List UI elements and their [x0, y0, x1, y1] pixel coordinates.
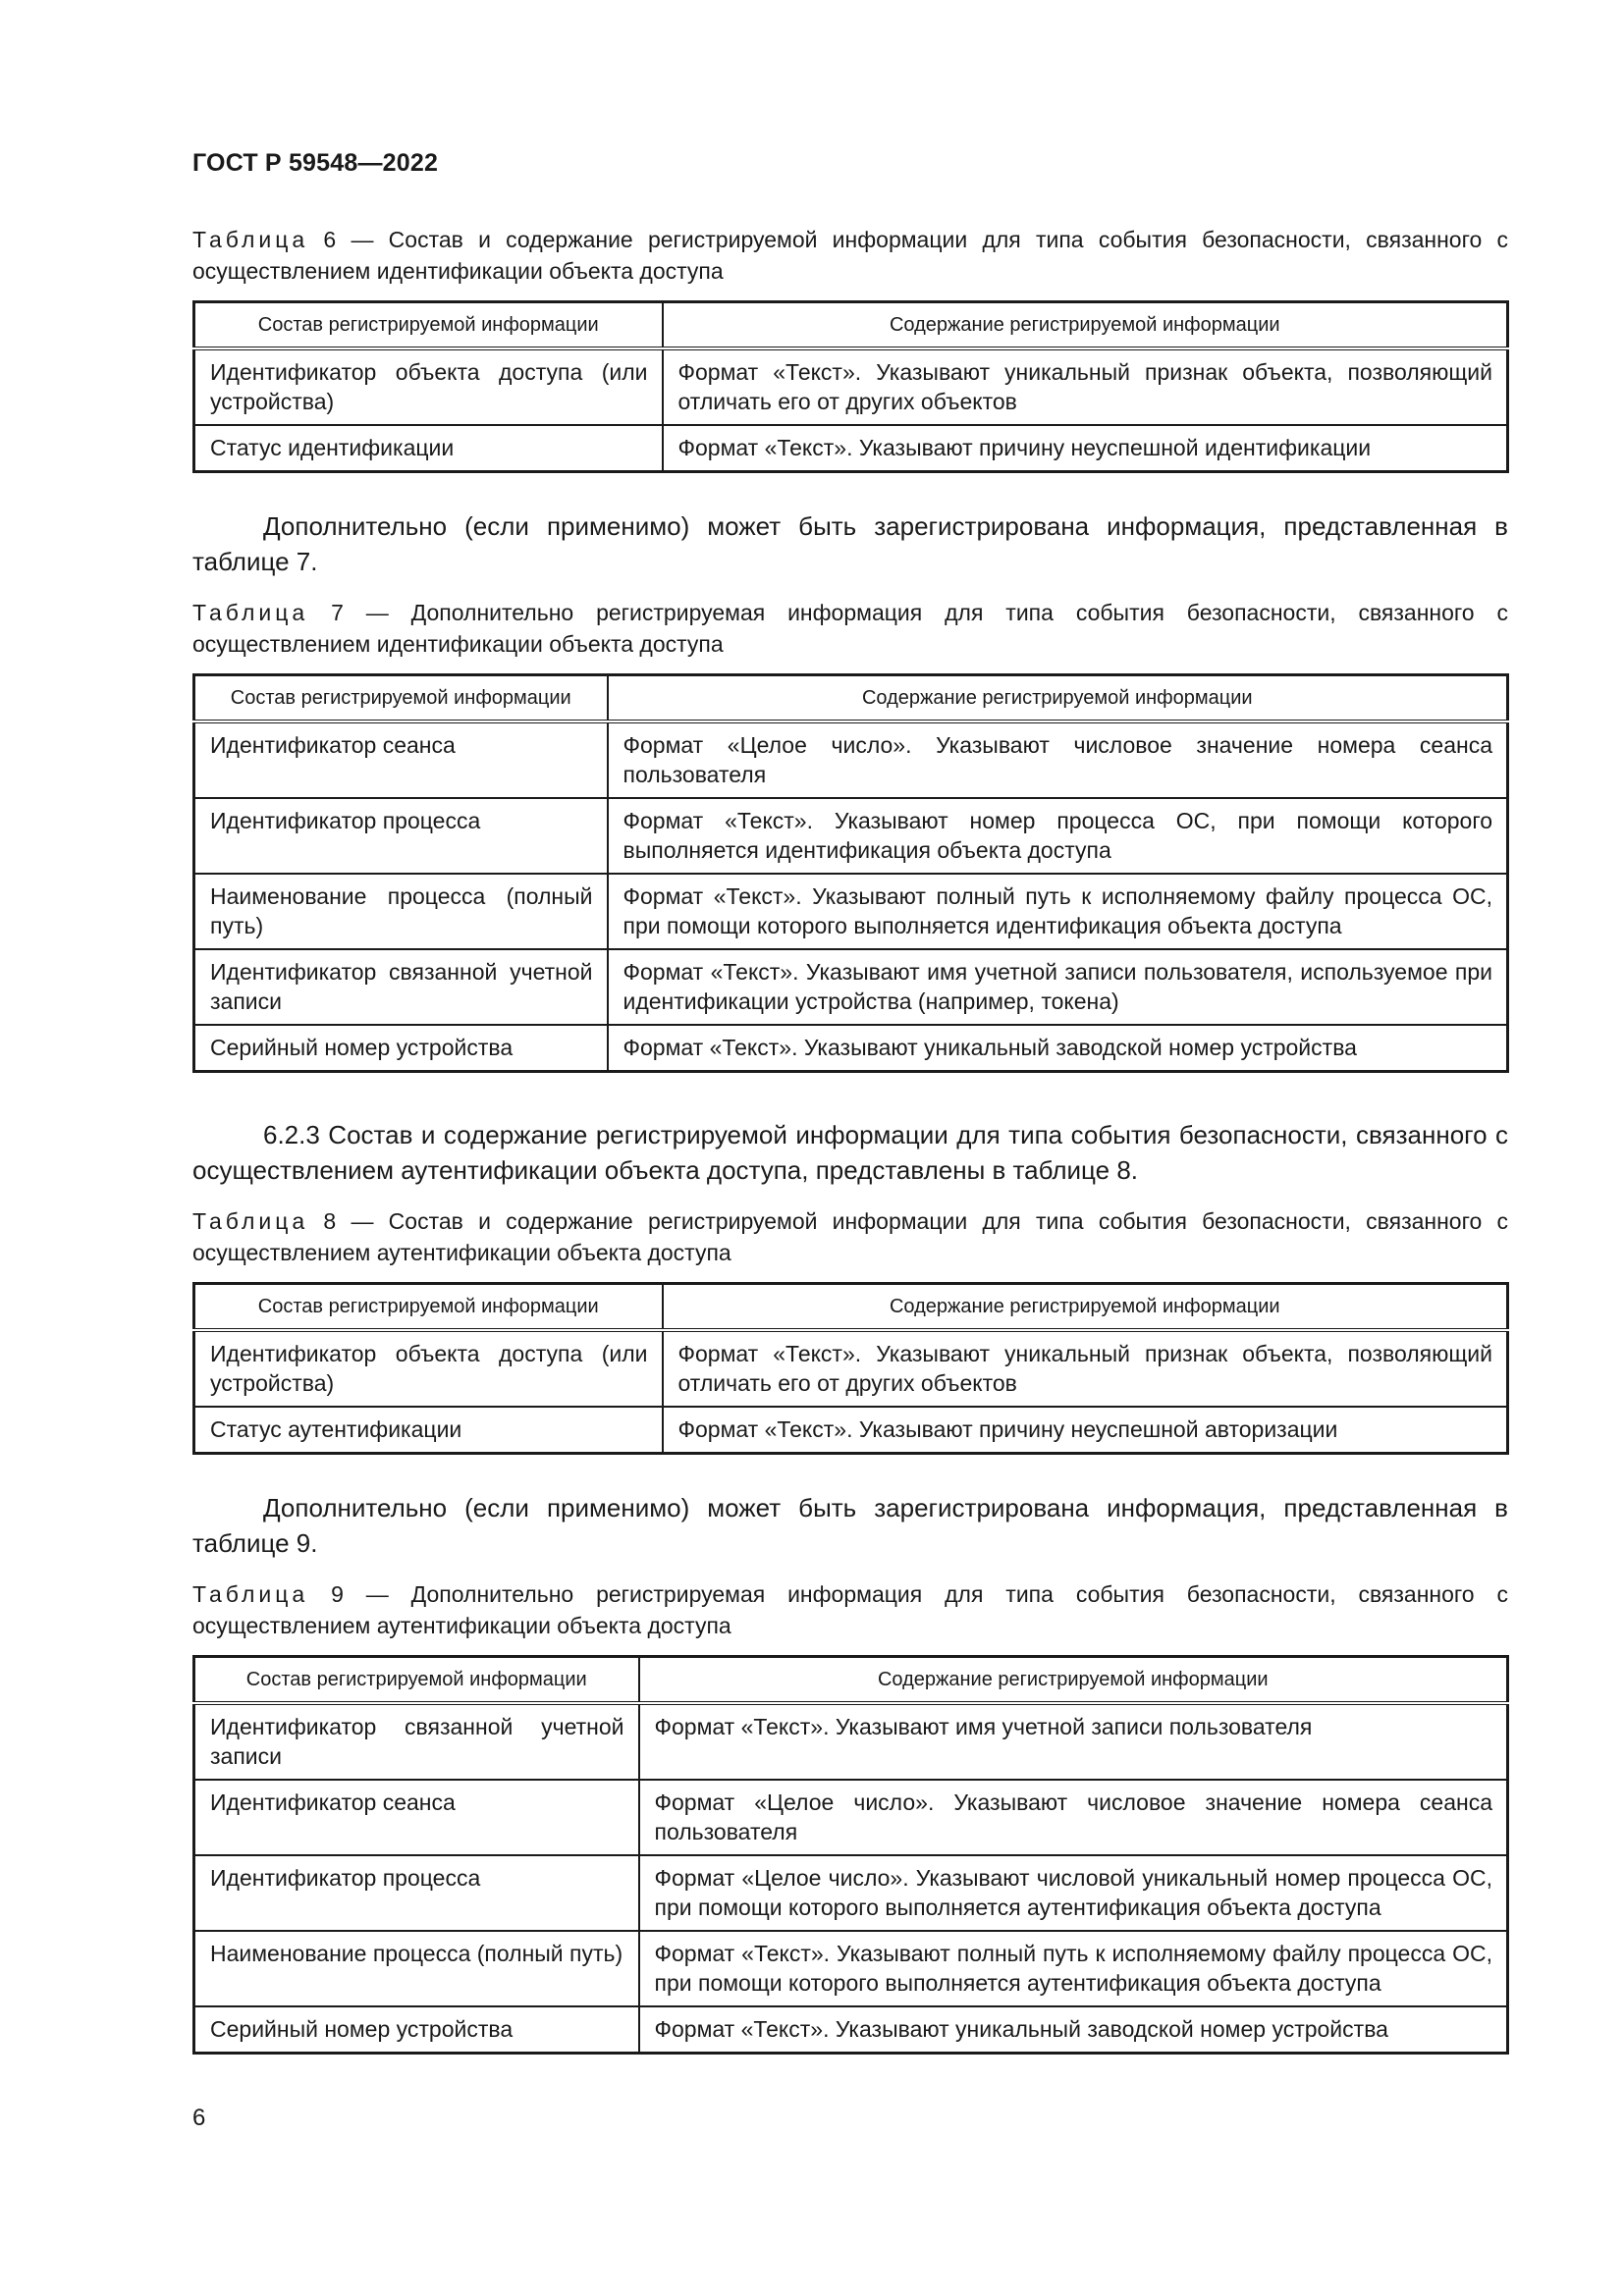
row-name-cell: Идентификатор объекта доступа (или устройства)	[194, 348, 663, 425]
row-desc-cell: Формат «Текст». Указывают номер процесса ОС, при помощи которого выполняется идентификация объекта доступа	[608, 798, 1508, 874]
table-7	[192, 673, 1509, 1073]
row-desc-cell: Формат «Целое число». Указывают числовой уникальный номер процесса ОС, при помощи которого выполняется аутентификация объекта доступа	[639, 1855, 1508, 1931]
table-7-caption	[192, 597, 1508, 660]
table-caption-text: 6 — Состав и содержание регистрируемой информации для типа события безопасности, связанного с осуществлением идентификации объекта доступа	[192, 227, 1509, 284]
document-header: ГОСТ Р 59548—2022	[192, 149, 439, 177]
table-row	[194, 949, 1508, 1025]
table-8	[192, 1282, 1509, 1455]
table-header-row	[194, 1284, 1508, 1331]
table-row	[194, 1330, 1508, 1407]
column-header-content: Содержание регистрируемой информации	[663, 1284, 1508, 1331]
row-name-cell: Наименование процесса (полный путь)	[194, 874, 608, 949]
row-desc-cell: Формат «Текст». Указывают уникальный признак объекта, позволяющий отличать его от других объектов	[663, 1330, 1508, 1407]
row-name-cell: Статус идентификации	[194, 425, 663, 472]
column-header-composition: Состав регистрируемой информации	[194, 302, 663, 349]
column-header-composition: Состав регистрируемой информации	[194, 675, 608, 722]
table-row	[194, 874, 1508, 949]
table-label: Таблица	[192, 1581, 309, 1607]
row-desc-cell: Формат «Текст». Указывают полный путь к исполняемому файлу процесса ОС, при помощи которого выполняется идентификация объекта доступа	[608, 874, 1508, 949]
table-row	[194, 2006, 1508, 2054]
column-header-content: Содержание регистрируемой информации	[639, 1657, 1508, 1704]
table-row	[194, 721, 1508, 798]
row-name-cell: Наименование процесса (полный путь)	[194, 1931, 639, 2006]
table-label: Таблица	[192, 600, 309, 625]
row-desc-cell: Формат «Целое число». Указывают числовое значение номера сеанса пользователя	[608, 721, 1508, 798]
row-desc-cell: Формат «Текст». Указывают уникальный признак объекта, позволяющий отличать его от других объектов	[663, 348, 1508, 425]
column-header-composition: Состав регистрируемой информации	[194, 1657, 639, 1704]
row-name-cell: Идентификатор связанной учетной записи	[194, 949, 608, 1025]
table-row	[194, 1407, 1508, 1454]
table-header-row	[194, 675, 1508, 722]
row-name-cell: Серийный номер устройства	[194, 1025, 608, 1072]
row-desc-cell: Формат «Текст». Указывают имя учетной записи пользователя	[639, 1703, 1508, 1780]
table-row	[194, 798, 1508, 874]
row-name-cell: Идентификатор связанной учетной записи	[194, 1703, 639, 1780]
paragraph-1	[192, 508, 1508, 579]
table-row	[194, 1780, 1508, 1855]
table-row	[194, 1931, 1508, 2006]
column-header-content: Содержание регистрируемой информации	[608, 675, 1508, 722]
page-number: 6	[192, 2105, 206, 2131]
table-row	[194, 1703, 1508, 1780]
column-header-content: Содержание регистрируемой информации	[663, 302, 1508, 349]
row-name-cell: Идентификатор сеанса	[194, 1780, 639, 1855]
row-name-cell: Идентификатор процесса	[194, 798, 608, 874]
table-header-row	[194, 1657, 1508, 1704]
row-desc-cell: Формат «Текст». Указывают имя учетной записи пользователя, используемое при идентификации устройства (например, токена)	[608, 949, 1508, 1025]
table-label: Таблица	[192, 1208, 309, 1234]
row-name-cell: Идентификатор объекта доступа (или устройства)	[194, 1330, 663, 1407]
paragraph-text: Дополнительно (если применимо) может быть зарегистрирована информация, представленная в таблице 9.	[192, 1493, 1508, 1558]
table-label: Таблица	[192, 227, 309, 252]
table-6	[192, 300, 1509, 473]
row-name-cell: Статус аутентификации	[194, 1407, 663, 1454]
table-row	[194, 1855, 1508, 1931]
table-header-row	[194, 302, 1508, 349]
table-caption-text: 7 — Дополнительно регистрируемая информация для типа события безопасности, связанного с осуществлением идентификации объекта доступа	[192, 600, 1508, 657]
row-desc-cell: Формат «Текст». Указывают уникальный заводской номер устройства	[608, 1025, 1508, 1072]
paragraph-text: 6.2.3 Состав и содержание регистрируемой информации для типа события безопасности, связанного с осуществлением аутентификации объекта доступа, представлены в таблице 8.	[192, 1120, 1508, 1185]
column-header-composition: Состав регистрируемой информации	[194, 1284, 663, 1331]
table-9-caption	[192, 1578, 1508, 1641]
paragraph-text: Дополнительно (если применимо) может быть зарегистрирована информация, представленная в таблице 7.	[192, 511, 1508, 576]
table-9	[192, 1655, 1509, 2055]
row-desc-cell: Формат «Текст». Указывают причину неуспешной авторизации	[663, 1407, 1508, 1454]
table-row	[194, 425, 1508, 472]
row-desc-cell: Формат «Текст». Указывают полный путь к исполняемому файлу процесса ОС, при помощи которого выполняется аутентификация объекта доступа	[639, 1931, 1508, 2006]
table-caption-text: 8 — Состав и содержание регистрируемой информации для типа события безопасности, связанного с осуществлением аутентификации объекта доступа	[192, 1208, 1509, 1265]
paragraph-3	[192, 1490, 1508, 1561]
row-desc-cell: Формат «Целое число». Указывают числовое значение номера сеанса пользователя	[639, 1780, 1508, 1855]
row-name-cell: Идентификатор сеанса	[194, 721, 608, 798]
row-name-cell: Идентификатор процесса	[194, 1855, 639, 1931]
table-row	[194, 348, 1508, 425]
table-6-caption	[192, 224, 1508, 287]
table-row	[194, 1025, 1508, 1072]
table-8-caption	[192, 1205, 1508, 1268]
row-desc-cell: Формат «Текст». Указывают уникальный заводской номер устройства	[639, 2006, 1508, 2054]
paragraph-2	[192, 1117, 1508, 1188]
row-desc-cell: Формат «Текст». Указывают причину неуспешной идентификации	[663, 425, 1508, 472]
table-caption-text: 9 — Дополнительно регистрируемая информация для типа события безопасности, связанного с осуществлением аутентификации объекта доступа	[192, 1581, 1508, 1638]
row-name-cell: Серийный номер устройства	[194, 2006, 639, 2054]
